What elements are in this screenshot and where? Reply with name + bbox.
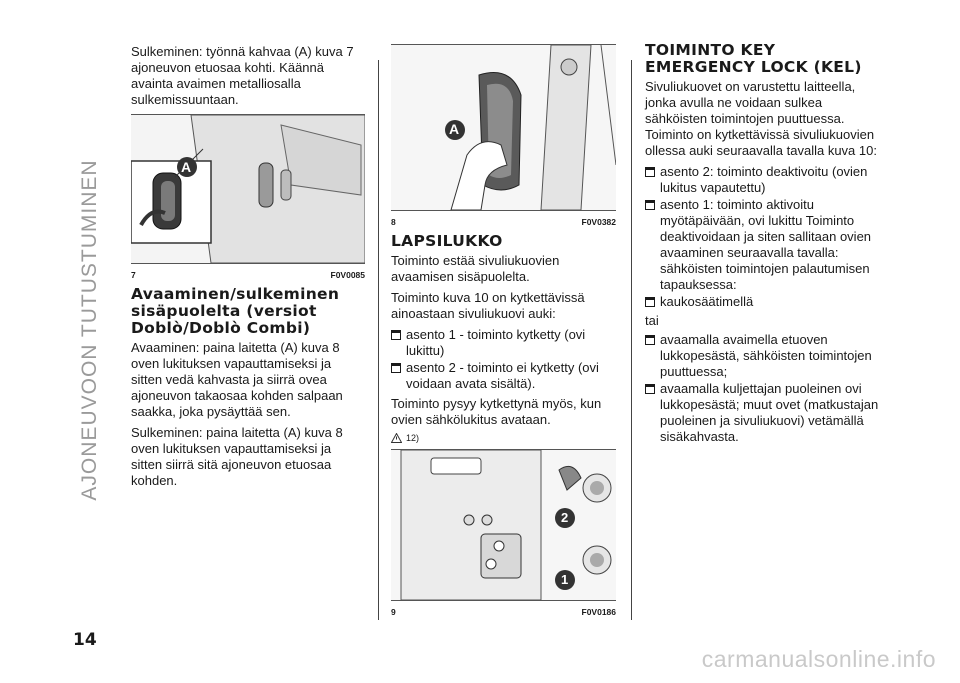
page-number: 14 [73,630,97,650]
side-title-text: AJONEUVOON TUTUSTUMINEN [78,159,101,501]
child-lock-paragraph-1: Toiminto estää sivuliukuovien avaamisen sisäpuolelta. [391,253,560,284]
bullet-marker [391,363,401,373]
figure-9-number: 9 [391,607,396,617]
column-2 [391,44,616,617]
figure-9-label-1: 1 [561,572,569,587]
section-heading-child-lock: LAPSILUKKO [391,232,503,250]
bullet-marker [645,297,655,307]
side-section-title [60,30,120,630]
column-1 [131,44,365,494]
figure-8-code: F0V0382 [581,217,616,227]
child-lock-paragraph-2: Toiminto kuva 10 on kytkettävissä ainoastaan sivuliukuovi auki: [391,290,585,321]
child-lock-paragraph-3: Toiminto pysyy kytkettynä myös, kun ovien sähkölukitus avataan. [391,396,602,427]
opening-paragraph: Avaaminen: paina laitetta (A) kuva 8 oven lukituksen vapauttamiseksi ja sitten vedä kahvasta ja siirrä ovea ajoneuvon takaosaa kohden salpaan saakka, joka pysäyttää sen. [131,340,343,419]
warning-reference [391,433,616,443]
kel-or: tai [645,313,659,328]
warning-reference-number: 12) [406,433,420,443]
bullet-marker [645,384,655,394]
kel-bullet-4: avaamalla avaimella etuoven lukkopesästä, sähköisten toimintojen puuttuessa; [645,332,885,380]
section-heading-inside-opening: Avaaminen/sulkeminen sisäpuolelta (versiot Doblò/Doblò Combi) [131,285,340,337]
child-lock-bullet-1: asento 1 - toiminto kytketty (ovi lukittu) [391,327,616,359]
intro-paragraph: Sulkeminen: työnnä kahvaa (A) kuva 7 ajoneuvon etuosaa kohti. Käännä avainta avaimen metalliosalla sulkemissuuntaan. [131,44,354,107]
figure-7-illustration [131,115,365,263]
column-3 [645,42,885,446]
figure-9 [391,449,616,601]
warning-triangle-icon [391,433,402,443]
kel-bullet-3: kaukosäätimellä [645,294,885,310]
closing-paragraph: Sulkeminen: paina laitetta (A) kuva 8 oven lukituksen vapauttamiseksi ja sitten siirrä sitä ajoneuvon etuosaa kohden. [131,425,343,488]
figure-9-caption [391,605,616,617]
figure-8-number: 8 [391,217,396,227]
bullet-marker [645,200,655,210]
figure-9-label-2: 2 [561,510,569,525]
figure-9-code: F0V0186 [581,607,616,617]
column-divider [378,60,379,620]
figure-7-caption [131,268,365,280]
kel-paragraph-1: Sivuliukuovet on varustettu laitteella, jonka avulla ne voidaan sulkea sähköisten toimintojen puuttuessa. Toiminto on kytkettävissä sivuliukuovien ollessa auki seuraavalla tavalla kuva 10: [645,79,877,158]
figure-9-illustration [391,450,616,600]
figure-8-caption [391,215,616,227]
figure-8 [391,44,616,211]
figure-7-code: F0V0085 [330,270,365,280]
bullet-marker [645,167,655,177]
figure-8-label-a: A [449,121,460,137]
figure-8-illustration [391,45,616,210]
bullet-marker [391,330,401,340]
section-heading-kel: TOIMINTO KEY EMERGENCY LOCK (KEL) [645,41,862,76]
figure-7-label-a: A [181,159,192,175]
kel-bullet-2: asento 1: toiminto aktivoitu myötäpäivään, ovi lukittu Toiminto deaktivoidaan ja siten sallitaan ovien avaaminen seuraavalla tavalla: sähköisten toimintojen palautumisen tapauksessa: [645,197,885,293]
child-lock-bullet-2: asento 2 - toiminto ei kytketty (ovi voidaan avata sisältä). [391,360,616,392]
watermark: carmanualsonline.info [701,646,936,672]
kel-bullet-5: avaamalla kuljettajan puoleinen ovi lukkopesästä; muut ovet (matkustajan puoleinen ja sivuliukuovi) vetämällä sisäkahvasta. [645,381,885,445]
column-divider [631,60,632,620]
bullet-marker [645,335,655,345]
figure-7 [131,114,365,264]
figure-7-number: 7 [131,270,136,280]
kel-bullet-1: asento 2: toiminto deaktivoitu (ovien lukitus vapautettu) [645,164,885,196]
